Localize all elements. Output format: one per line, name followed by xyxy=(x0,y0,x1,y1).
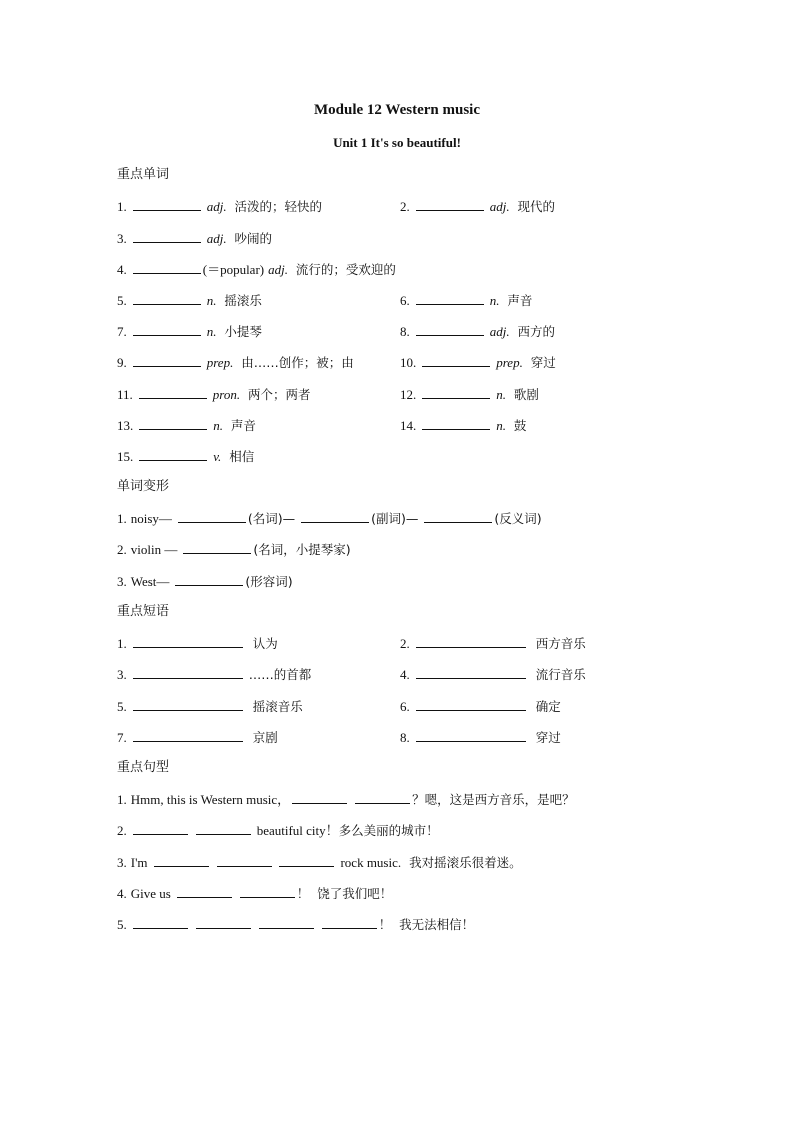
answer-blank[interactable] xyxy=(175,572,243,586)
answer-blank[interactable] xyxy=(133,634,243,648)
phrase-item-7: 7. 京剧 xyxy=(117,730,278,745)
word-item-15: 15. v. 相信 xyxy=(117,449,255,464)
answer-blank[interactable] xyxy=(217,853,272,867)
form-item-2: 2. violin — (名词，小提琴家) xyxy=(117,542,351,557)
answer-blank[interactable] xyxy=(196,915,251,929)
answer-blank[interactable] xyxy=(183,540,251,554)
section-heading-sentences: 重点句型 xyxy=(117,760,170,775)
phrase-item-8: 8. 穿过 xyxy=(400,730,561,745)
answer-blank[interactable] xyxy=(292,790,347,804)
answer-blank[interactable] xyxy=(133,322,201,336)
answer-blank[interactable] xyxy=(133,291,201,305)
answer-blank[interactable] xyxy=(139,416,207,430)
sentence-item-1: 1. Hmm, this is Western music， ？嗯，这是西方音乐，是吧？ xyxy=(117,792,575,807)
word-item-9: 9. prep. 由……创作；被；由 xyxy=(117,355,354,370)
answer-blank[interactable] xyxy=(154,853,209,867)
section-heading-forms: 单词变形 xyxy=(117,479,170,494)
answer-blank[interactable] xyxy=(422,385,490,399)
phrase-item-6: 6. 确定 xyxy=(400,699,561,714)
word-item-5: 5. n. 摇滚乐 xyxy=(117,293,262,308)
page-subtitle: Unit 1 It's so beautiful! xyxy=(333,135,461,150)
answer-blank[interactable] xyxy=(416,634,526,648)
section-heading-words: 重点单词 xyxy=(117,167,170,182)
page-title: Module 12 Western music xyxy=(314,102,480,118)
answer-blank[interactable] xyxy=(301,509,369,523)
answer-blank[interactable] xyxy=(416,291,484,305)
answer-blank[interactable] xyxy=(139,447,207,461)
phrase-item-5: 5. 摇滚音乐 xyxy=(117,699,303,714)
phrase-item-3: 3. ……的首都 xyxy=(117,667,312,682)
answer-blank[interactable] xyxy=(178,509,246,523)
answer-blank[interactable] xyxy=(133,229,201,243)
answer-blank[interactable] xyxy=(416,728,526,742)
answer-blank[interactable] xyxy=(422,416,490,430)
answer-blank[interactable] xyxy=(133,915,188,929)
answer-blank[interactable] xyxy=(259,915,314,929)
word-item-12: 12. n. 歌剧 xyxy=(400,387,539,402)
answer-blank[interactable] xyxy=(133,353,201,367)
answer-blank[interactable] xyxy=(133,821,188,835)
word-item-1: 1. adj. 活泼的；轻快的 xyxy=(117,199,323,214)
word-item-13: 13. n. 声音 xyxy=(117,418,256,433)
sentence-item-2: 2. beautiful city！多么美丽的城市！ xyxy=(117,823,439,838)
answer-blank[interactable] xyxy=(355,790,410,804)
word-item-6: 6. n. 声音 xyxy=(400,293,533,308)
sentence-item-4: 4. Give us ！ 饶了我们吧！ xyxy=(117,886,393,901)
answer-blank[interactable] xyxy=(416,197,484,211)
answer-blank[interactable] xyxy=(416,322,484,336)
form-item-1: 1. noisy— (名词)— (副词)— (反义词) xyxy=(117,511,542,526)
answer-blank[interactable] xyxy=(139,385,207,399)
answer-blank[interactable] xyxy=(133,665,243,679)
answer-blank[interactable] xyxy=(133,260,201,274)
answer-blank[interactable] xyxy=(133,728,243,742)
form-item-3: 3. West— (形容词) xyxy=(117,574,293,589)
answer-blank[interactable] xyxy=(196,821,251,835)
section-heading-phrases: 重点短语 xyxy=(117,604,170,619)
answer-blank[interactable] xyxy=(416,697,526,711)
sentence-item-5: 5. ！ 我无法相信！ xyxy=(117,917,475,932)
answer-blank[interactable] xyxy=(422,353,490,367)
word-item-11: 11. pron. 两个；两者 xyxy=(117,387,311,402)
word-item-14: 14. n. 鼓 xyxy=(400,418,527,433)
answer-blank[interactable] xyxy=(240,884,295,898)
phrase-item-2: 2. 西方音乐 xyxy=(400,636,586,651)
sentence-item-3: 3. I'm rock music. 我对摇滚乐很着迷。 xyxy=(117,855,522,870)
word-item-2: 2. adj. 现代的 xyxy=(400,199,556,214)
answer-blank[interactable] xyxy=(416,665,526,679)
word-item-7: 7. n. 小提琴 xyxy=(117,324,262,339)
phrase-item-1: 1. 认为 xyxy=(117,636,278,651)
word-item-8: 8. adj. 西方的 xyxy=(400,324,556,339)
answer-blank[interactable] xyxy=(424,509,492,523)
word-item-10: 10. prep. 穿过 xyxy=(400,355,556,370)
phrase-item-4: 4. 流行音乐 xyxy=(400,667,586,682)
answer-blank[interactable] xyxy=(133,197,201,211)
answer-blank[interactable] xyxy=(133,697,243,711)
word-item-3: 3. adj. 吵闹的 xyxy=(117,231,273,246)
answer-blank[interactable] xyxy=(322,915,377,929)
answer-blank[interactable] xyxy=(279,853,334,867)
answer-blank[interactable] xyxy=(177,884,232,898)
word-item-4: 4. (＝popular) adj. 流行的；受欢迎的 xyxy=(117,262,396,277)
